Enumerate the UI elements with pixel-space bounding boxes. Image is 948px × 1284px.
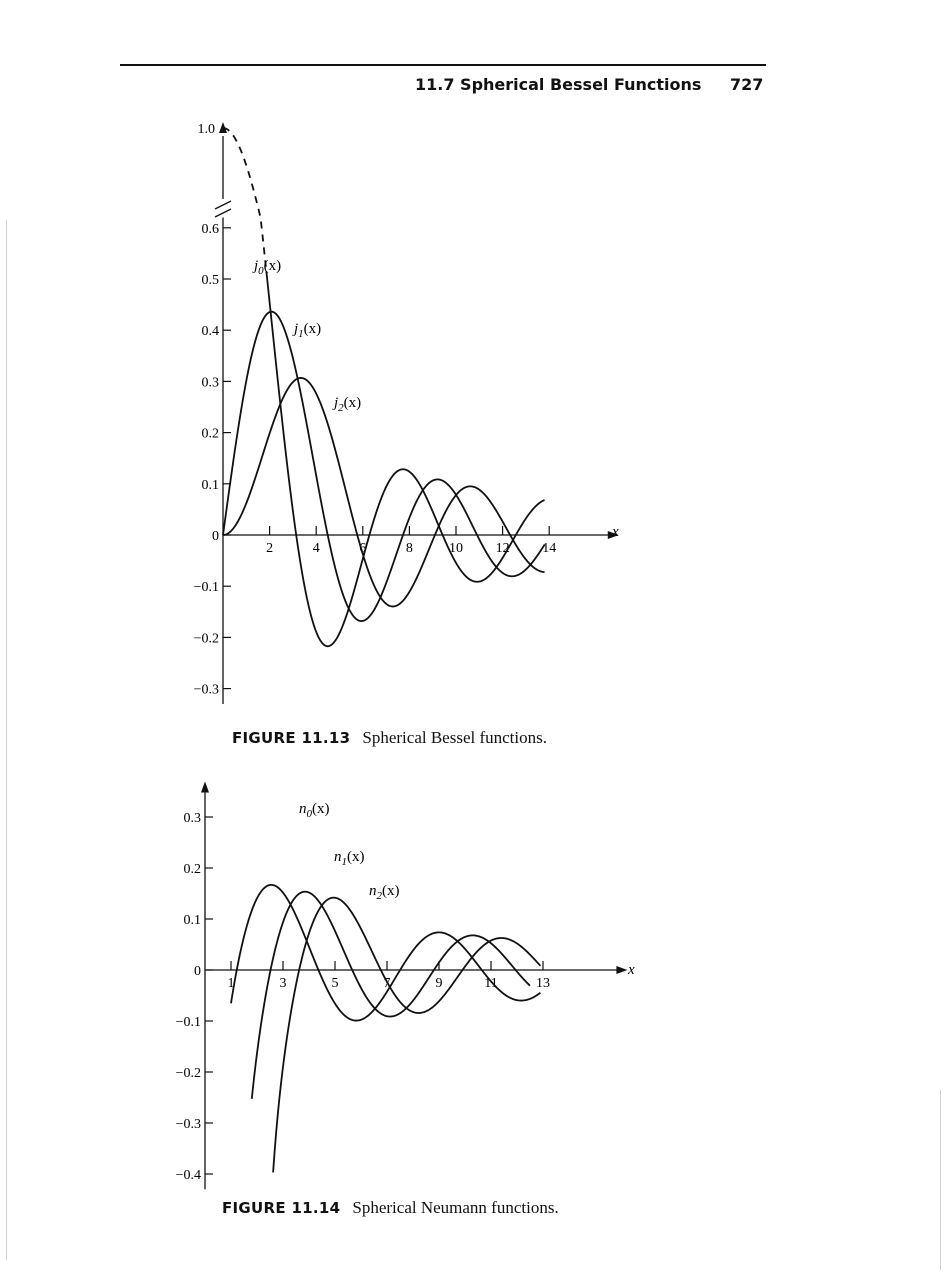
caption-text: Spherical Bessel functions. — [362, 728, 547, 747]
caption-label: FIGURE 11.14 — [222, 1199, 341, 1217]
x-tick-label: 13 — [536, 976, 550, 991]
y-tick-label: −0.4 — [175, 1168, 201, 1183]
y-tick-label: −0.2 — [175, 1066, 201, 1081]
y-tick-label: 0.3 — [183, 811, 201, 826]
y-tick-label: 0 — [212, 529, 219, 544]
x-tick-label: 10 — [449, 541, 463, 556]
y-tick-label: 1.0 — [197, 122, 215, 137]
x-tick-label: 9 — [435, 976, 443, 991]
series-n2 — [273, 898, 540, 1173]
y-tick-label: −0.1 — [175, 1015, 201, 1030]
x-axis-arrow — [616, 966, 627, 974]
x-tick-label: 3 — [279, 976, 287, 991]
svg-text:j0(x): $j_0(x)$ — [254, 258, 282, 277]
y-tick-label: 0.6 — [201, 221, 219, 237]
x-axis-label: x — [612, 524, 619, 540]
x-tick-label: 4 — [312, 541, 320, 556]
y-tick-label: −0.3 — [193, 682, 219, 698]
x-tick-label: 14 — [542, 541, 557, 556]
y-axis-arrow — [201, 782, 209, 793]
y-tick-label: −0.1 — [193, 580, 219, 596]
svg-text:j1(x): $j_1(x)$ — [294, 321, 322, 340]
x-tick-label: 12 — [495, 541, 510, 556]
svg-text:n2(x): $n_2(x)$ — [369, 883, 400, 902]
x-tick-label: 2 — [266, 541, 274, 556]
y-tick-label: 0.1 — [201, 477, 219, 493]
y-tick-label: 0.4 — [201, 324, 219, 340]
y-tick-label: 0.5 — [201, 273, 219, 288]
curve-label-n2 — [369, 883, 400, 902]
x-tick-label: 1 — [227, 976, 235, 991]
y-tick-label: 0.3 — [201, 375, 219, 391]
x-tick-label: 11 — [484, 976, 498, 991]
figure-caption — [222, 1198, 559, 1218]
chart-axes — [201, 782, 627, 1190]
x-tick-label: 7 — [383, 976, 391, 991]
svg-text:n1(x): $n_1(x)$ — [334, 849, 365, 868]
y-tick-label: 0 — [194, 964, 201, 979]
caption-text: Spherical Neumann functions. — [352, 1198, 559, 1217]
chart-curves — [231, 885, 540, 1173]
y-tick-label: −0.2 — [193, 631, 219, 647]
y-tick-label: 0.1 — [183, 913, 201, 928]
y-tick-label: 0.2 — [183, 862, 201, 877]
y-tick-label: −0.3 — [175, 1117, 201, 1132]
curve-label-n0 — [299, 801, 330, 820]
series-n0 — [231, 885, 540, 1021]
x-tick-label: 5 — [331, 976, 339, 991]
caption-label: FIGURE 11.13 — [232, 729, 351, 747]
curve-label-n1 — [334, 849, 365, 868]
section-title: 11.7 Spherical Bessel Functions — [415, 75, 702, 94]
x-tick-label: 8 — [405, 541, 413, 556]
page-number: 727 — [730, 75, 764, 94]
svg-text:j2(x): $j_2(x)$ — [334, 395, 362, 414]
x-axis-label: x — [628, 962, 635, 978]
svg-text:n0(x): $n_0(x)$ — [299, 801, 330, 820]
x-tick-label: 6 — [359, 541, 367, 556]
y-tick-label: 0.2 — [201, 426, 219, 442]
